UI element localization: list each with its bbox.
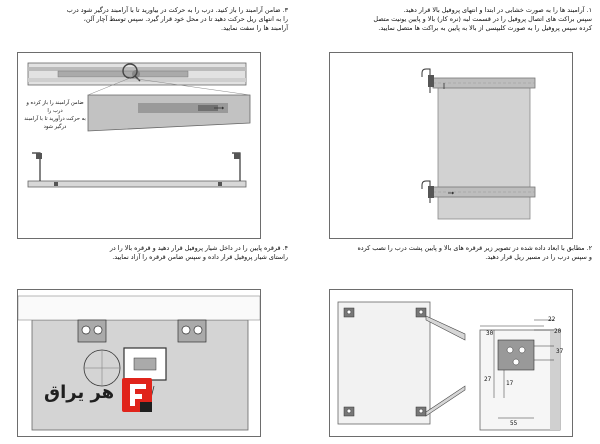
step-2-illustration [329,289,573,437]
step-4-drawing [18,290,260,436]
callout-line: ضامن آرامبند را باز کرده و درب را [26,100,84,114]
roller-left [78,320,106,342]
step-3-drawing [18,53,260,238]
step-1-drawing [330,53,572,238]
step-3-line: ۳. ضامن آرامبند را باز کنید. درب را به حرکت در بیاورید تا با آرامبند درگیر شود درب [66,6,288,14]
stopper-right [232,153,240,181]
bracket-top [422,69,434,93]
step-4-instructions [10,244,288,262]
callout-line: به حرکت درآورید تا با آرامبند درگیر شود [24,116,86,130]
door-panel [438,81,530,219]
dimension-label: 37 [556,348,564,355]
roller-right [178,320,206,342]
step-1-illustration [329,52,573,239]
step-1-line: ۱. آرامبند ها را به صورت خشابی در ابتدا و انتهای پروفیل بالا قرار دهید. [403,6,592,14]
dimension-label: 27 [484,376,492,383]
step-2-drawing [330,290,572,436]
step-1-instructions [312,6,592,33]
brand-logo [40,378,152,414]
roller-top-right [416,308,426,317]
step-2-instructions [312,244,592,262]
stopper-left [32,153,42,181]
step-3-callout [22,99,88,131]
dimension-label: 22 [548,316,556,323]
roller-bottom-right [416,407,426,416]
dimension-label: 20 [554,328,562,335]
step-4-line: راستای شیار پروفیل قرار داده و سپس ضامن قرقره را آزاد نمایید. [112,253,288,261]
door-panel [338,302,430,424]
dimension-label: 30 [486,330,494,337]
step-2-line: و سپس درب را در مسیر ریل قرار دهید. [485,253,592,261]
roller-bottom-left [344,407,354,416]
step-4-illustration [17,289,261,437]
step-3-illustration [17,52,261,239]
step-4-line: ۴. قرقره پایین را در داخل شیار پروفیل قرار دهید و قرقره بالا را در [109,244,288,252]
step-2-line: ۲. مطابق با ابعاد داده شده در تصویر زیر قرقره های بالا و پایین پشت درب را نصب کرده [357,244,592,252]
brand-logo-mark [122,378,152,412]
step-1-line: سپس براکت های اتصال پروفیل را در قسمت لبه (نره کار) بالا و پایین یونیت متصل [373,15,592,23]
dimension-label: 17 [506,380,514,387]
step-3-line: آرامبند ها را سفت نمایید. [221,24,288,32]
dimension-label: 55 [510,420,518,427]
rail-profile-bottom [28,181,246,187]
roller-top-left [344,308,354,317]
step-3-instructions [10,6,288,33]
bracket-bottom [422,181,434,203]
brand-logo-text: هر یراق [44,382,115,403]
step-1-line: کرده سپس پروفیل را به صورت کلیپسی از بالا به پایین به براکت ها متصل نمایید. [378,24,592,32]
top-rail [18,296,260,320]
step-3-line: را به انتهای ریل حرکت دهید تا در محل خود قرار گیرد. سپس توسط آچار آلن، [83,15,288,23]
